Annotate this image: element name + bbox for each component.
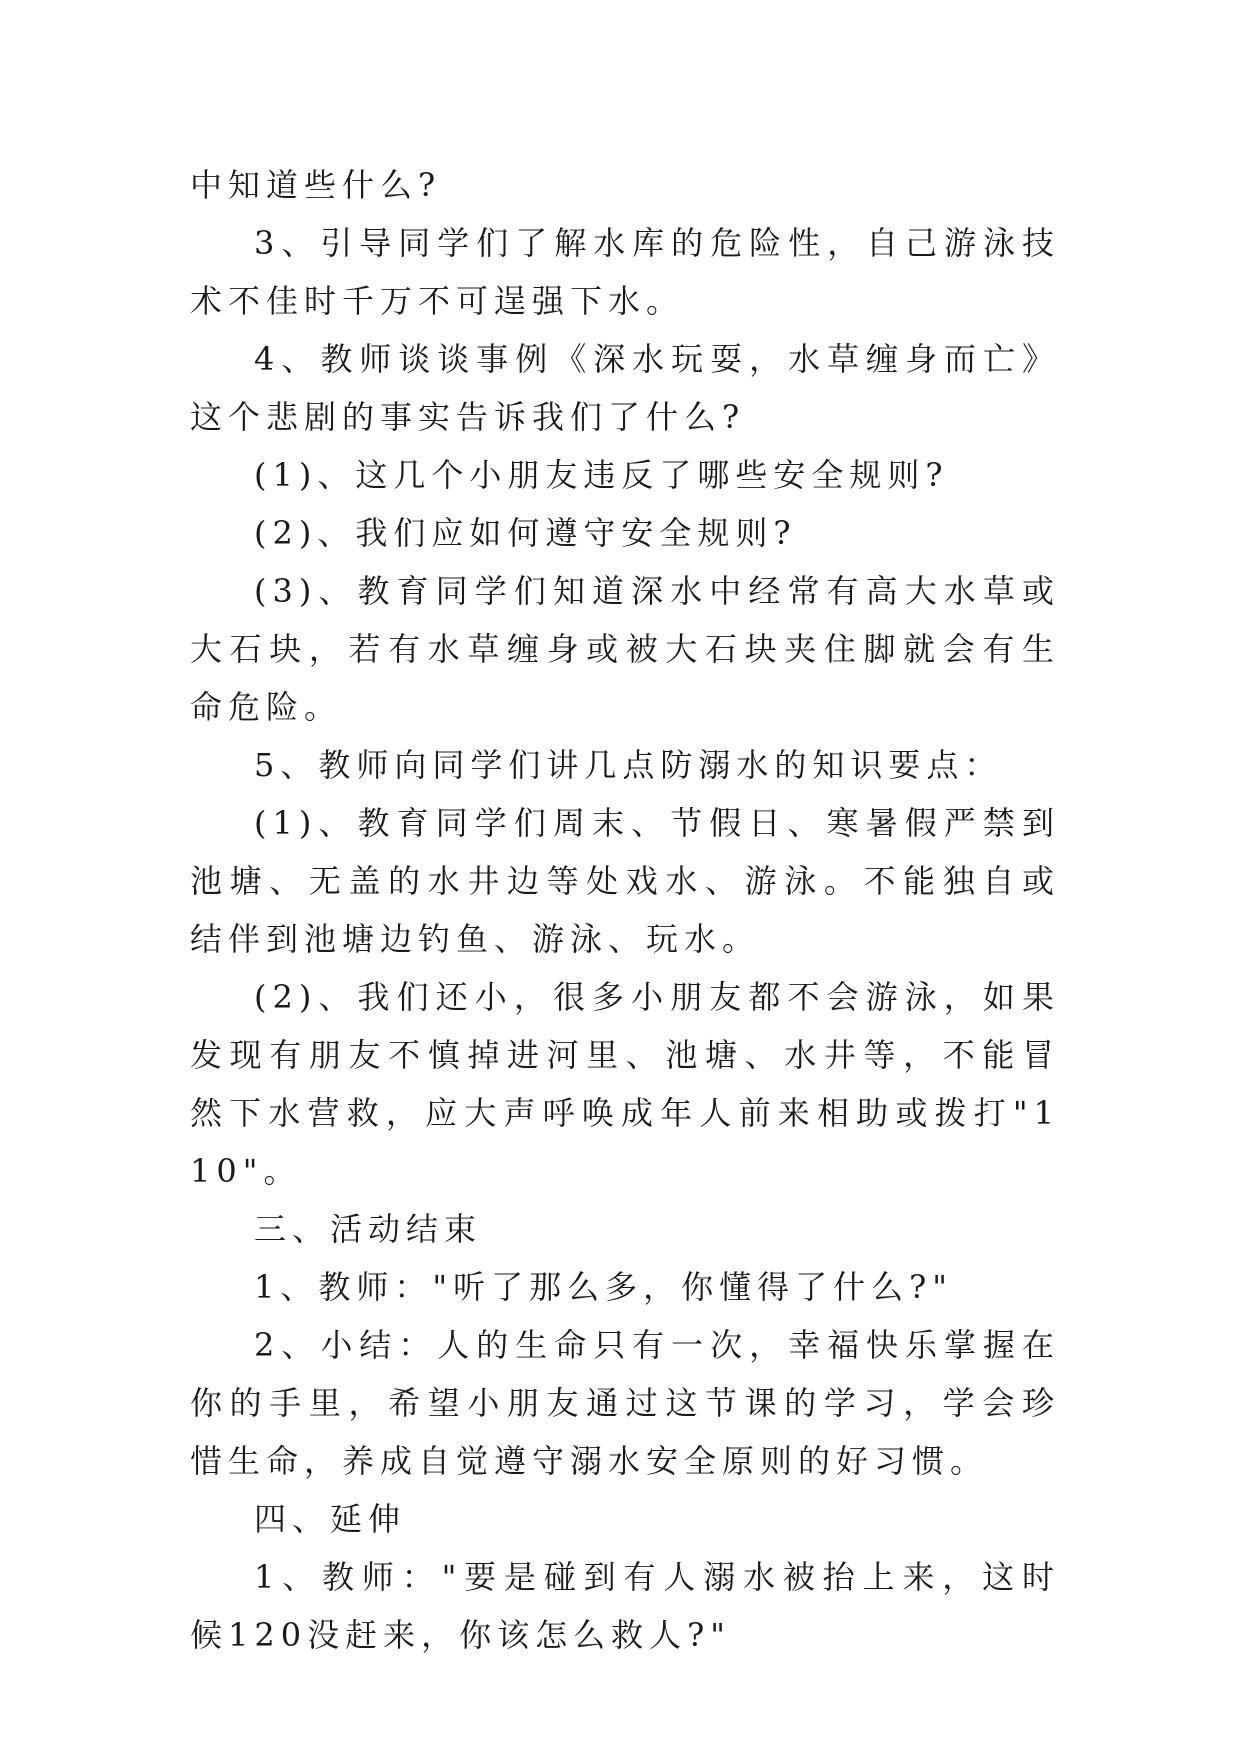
paragraph: (1)、这几个小朋友违反了哪些安全规则? [254,456,949,494]
paragraph: 中知道些什么? [190,166,442,204]
paragraph: (2)、我们还小，很多小朋友都不会游泳，如果发现有朋友不慎掉进河里、池塘、水井等，不能冒然下水营救，应大声呼唤成年人前来相助或拨打"110"。 [190,978,1060,1190]
paragraph: 3、引导同学们了解水库的危险性，自己游泳技术不佳时千万不可逞强下水。 [190,224,1060,320]
section-heading: 四、延伸 [254,1500,407,1538]
section-heading: 三、活动结束 [254,1210,483,1248]
paragraph: 4、教师谈谈事例《深水玩耍，水草缠身而亡》这个悲剧的事实告诉我们了什么? [190,340,1060,436]
paragraph: 5、教师向同学们讲几点防溺水的知识要点： [254,746,1003,784]
paragraph: (2)、我们应如何遵守安全规则? [254,514,797,552]
document-body [190,156,1060,1664]
paragraph: (3)、教育同学们知道深水中经常有高大水草或大石块，若有水草缠身或被大石块夹住脚就会有生命危险。 [190,572,1060,726]
paragraph: (1)、教育同学们周末、节假日、寒暑假严禁到池塘、无盖的水井边等处戏水、游泳。不能独自或结伴到池塘边钓鱼、游泳、玩水。 [190,804,1060,958]
paragraph: 1、教师："要是碰到有人溺水被抬上来，这时候120没赶来，你该怎么救人?" [190,1558,1060,1654]
paragraph: 2、小结：人的生命只有一次，幸福快乐掌握在你的手里，希望小朋友通过这节课的学习，学会珍惜生命，养成自觉遵守溺水安全原则的好习惯。 [190,1326,1060,1480]
paragraph: 1、教师："听了那么多，你懂得了什么?" [254,1268,953,1306]
